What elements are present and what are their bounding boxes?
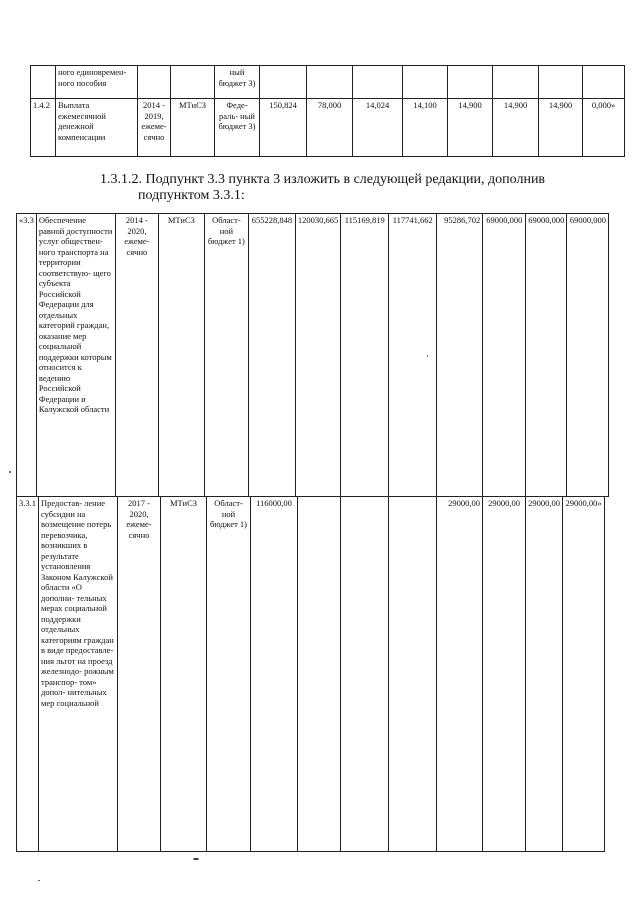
cell-value xyxy=(260,66,307,99)
table-row xyxy=(17,497,605,852)
cell-budget: Област- ной бюджет 1) xyxy=(204,214,248,497)
cell-value: 14,900 xyxy=(448,99,493,157)
cell-name: Выплата ежемесячной денежной компенсации xyxy=(56,99,138,157)
cell-value: 115169,819 xyxy=(341,214,389,497)
scan-speck xyxy=(427,355,428,357)
cell-period xyxy=(138,66,171,99)
table-row-3-3-1 xyxy=(16,496,605,852)
cell-value: 655228,848 xyxy=(248,214,295,497)
cell-value xyxy=(539,66,583,99)
cell-value: 14,900 xyxy=(493,99,539,157)
cell-value xyxy=(307,66,353,99)
cell-value: 150,824 xyxy=(260,99,307,157)
cell-value: 0,000» xyxy=(583,99,625,157)
cell-exec: МТиСЗ xyxy=(158,214,204,497)
cell-value xyxy=(298,497,341,852)
cell-value: 116000,00 xyxy=(251,497,298,852)
cell-budget: Феде- раль- ный бюджет 3) xyxy=(215,99,260,157)
cell-value: 29000,00 xyxy=(526,497,563,852)
cell-value xyxy=(493,66,539,99)
cell-name: Предостав- ление субсидии на возмещение потерь перевозчика, возникших в результате установления Законом Калужской области «О дополни- тельных мерах социальной поддержки отдельных категориям граждан в виде предоставле- ния льгот на проезд железнодо- рожным транспор- том» допол- нительных мер социальной xyxy=(39,497,118,852)
table-row xyxy=(17,214,609,497)
cell-value: 78,000 xyxy=(307,99,353,157)
cell-value: 120030,665 xyxy=(295,214,340,497)
cell-value xyxy=(341,497,389,852)
cell-period: 2014 - 2020, ежеме- сячно xyxy=(115,214,158,497)
scan-speck xyxy=(193,858,199,860)
cell-value: 29000,00 xyxy=(437,497,483,852)
cell-value: 95286,702 xyxy=(437,214,483,497)
cell-value: 69000,000 xyxy=(526,214,567,497)
table-row-3-3 xyxy=(16,213,609,497)
table-top-fragment xyxy=(30,65,625,157)
cell-value: 29000,00 xyxy=(483,497,526,852)
table-row xyxy=(31,99,625,157)
amendment-paragraph xyxy=(100,172,610,204)
cell-num: 3.3.1 xyxy=(17,497,39,852)
cell-value: 14,900 xyxy=(539,99,583,157)
table-row xyxy=(31,66,625,99)
cell-value: 14,024 xyxy=(353,99,403,157)
cell-num xyxy=(31,66,56,99)
paragraph-line-1: 1.3.1.2. Подпункт 3.3 пункта 3 изложить в следующей редакции, дополнив xyxy=(100,172,546,187)
cell-budget: Област- ной бюджет 1) xyxy=(207,497,251,852)
cell-value: 14,100 xyxy=(403,99,448,157)
scan-speck xyxy=(9,471,11,473)
paragraph-line-2: подпунктом 3.3.1: xyxy=(138,188,245,203)
cell-name: ного единовремен- ного пособия xyxy=(56,66,138,99)
cell-exec: МТиСЗ xyxy=(171,99,215,157)
cell-value: 69000,000 xyxy=(567,214,609,497)
cell-value xyxy=(353,66,403,99)
cell-value: 29000,00» xyxy=(563,497,605,852)
cell-num: «3.3 xyxy=(17,214,37,497)
cell-value xyxy=(583,66,625,99)
cell-num: 1.4.2 xyxy=(31,99,56,157)
cell-value xyxy=(448,66,493,99)
cell-name: Обеспечение равной доступности услуг обществен- ного транспорта на территории соответствую- щего субъекта Российской Федерации для отдельных категорий граждан, оказание мер социальной поддержки которым относится к ведению Российской Федерации и Калужской области xyxy=(36,214,115,497)
cell-value xyxy=(389,497,437,852)
cell-exec: МТиСЗ xyxy=(161,497,207,852)
cell-value xyxy=(403,66,448,99)
scan-speck xyxy=(38,880,40,881)
cell-value: 69000,000 xyxy=(483,214,526,497)
cell-exec xyxy=(171,66,215,99)
cell-value: 117741,662 xyxy=(389,214,437,497)
cell-budget: ный бюджет 3) xyxy=(215,66,260,99)
cell-period: 2017 - 2020, ежеме- сячно xyxy=(118,497,161,852)
cell-period: 2014 - 2019, ежеме- сячно xyxy=(138,99,171,157)
